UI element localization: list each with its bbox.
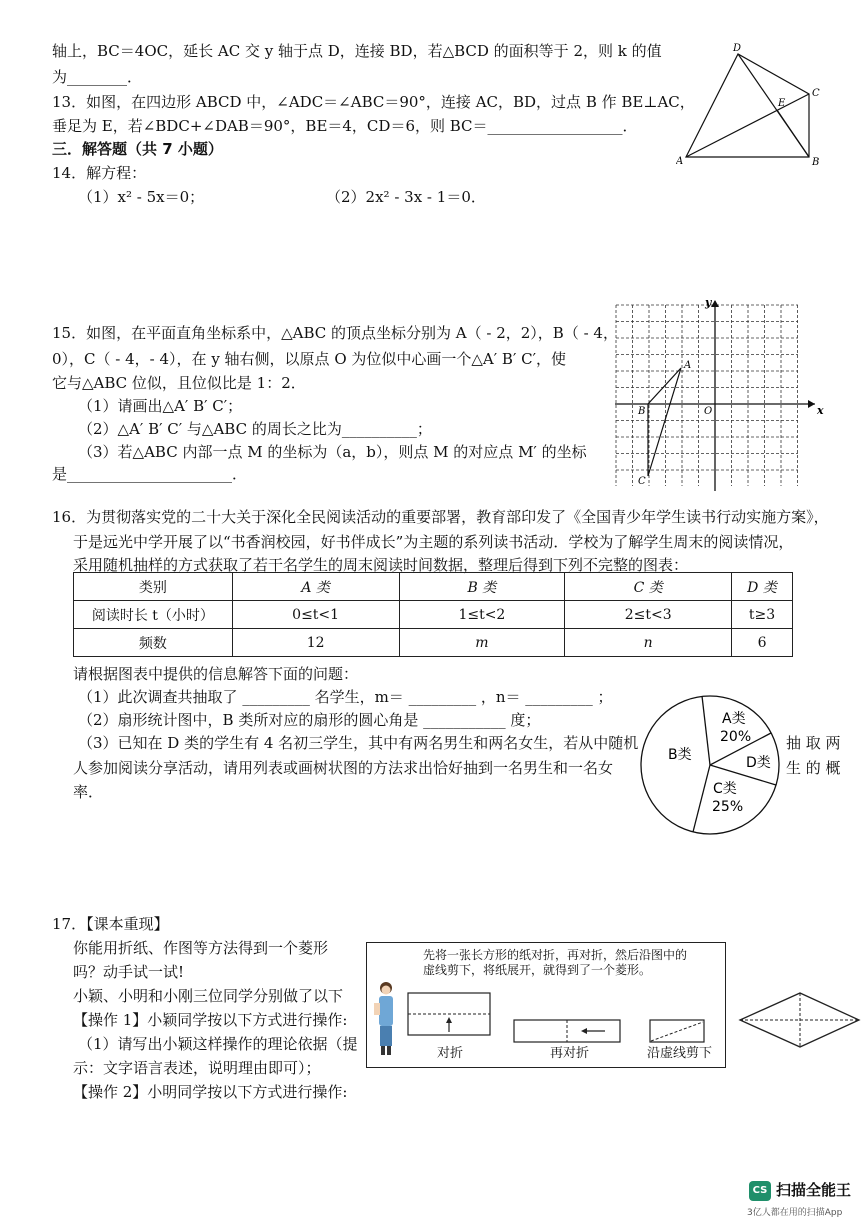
table-cell: 1≤t<2 <box>399 601 565 629</box>
point-C-label: C <box>638 476 646 487</box>
fold-illustration-box <box>366 942 726 1068</box>
q15-line3: 它与△ABC 位似，且位似比是 1：2． <box>52 374 306 392</box>
q17-line1: 你能用折纸、作图等方法得到一个菱形 <box>73 939 329 957</box>
point-A-label: A <box>684 360 692 371</box>
table-cell: m <box>399 629 565 657</box>
q13-line2: 垂足为 E，若∠BDC+∠DAB＝90°，BE＝4，CD＝6，则 BC＝__________________． <box>52 117 638 135</box>
triangle-ABC <box>648 368 681 476</box>
caption-step3: 沿虚线剪下 <box>647 1046 713 1061</box>
x-axis-arrow <box>808 400 815 408</box>
frequency-table <box>73 572 793 657</box>
label-B: B <box>812 157 820 167</box>
q16-sub3-tail2: 生 的 概 <box>786 759 841 777</box>
q15-coordinate-grid <box>615 296 825 496</box>
q16-line2: 于是远光中学开展了以“书香润校园，好书伴成长”为主题的系列读书活动．学校为了解学生周末的阅读情况， <box>73 533 794 551</box>
box-text-line1: 先将一张长方形的纸对折，再对折，然后沿图中的 <box>423 948 688 962</box>
table-row <box>74 601 793 629</box>
q16-sub1: （1）此次调查共抽取了 _________ 名学生，m＝ _________ ，n＝ _________ ； <box>78 688 613 706</box>
table-cell: 阅读时长 t（小时） <box>74 601 233 629</box>
q14-title: 14．解方程： <box>52 164 147 182</box>
q16-sub3-cont: 人参加阅读分享活动，请用列表或画树状图的方法求出恰好抽到一名男生和一名女 <box>73 759 614 777</box>
table-row <box>74 629 793 657</box>
table-cell: A 类 <box>232 573 399 601</box>
label-D: D <box>733 43 742 54</box>
table-cell: 6 <box>732 629 793 657</box>
table-cell: 12 <box>232 629 399 657</box>
y-label: y <box>705 296 712 309</box>
segment-AC <box>686 94 809 157</box>
watermark-title: 扫描全能王 <box>776 1181 852 1199</box>
caption-step1: 对折 <box>437 1046 464 1061</box>
fold-step1-diagram <box>407 992 493 1038</box>
q17-line5: （1）请写出小颖这样操作的理论依据（提 <box>78 1035 358 1053</box>
camscanner-logo: CS <box>749 1181 771 1201</box>
q15-line1: 15．如图，在平面直角坐标系中，△ABC 的顶点坐标分别为 A（ - 2，2），B（ - 4， <box>52 324 618 342</box>
section-title: 三．解答题（共 7 小题） <box>52 140 223 158</box>
pie-A-pct: 20% <box>720 729 752 745</box>
segment-BE <box>777 110 809 157</box>
q16-line1: 16．为贯彻落实党的二十大关于深化全民阅读活动的重要部署，教育部印发了《全国青少年学生读书行动实施方案》， <box>52 508 829 526</box>
table-cell: t≥3 <box>732 601 793 629</box>
q16-pie-chart <box>638 693 788 839</box>
q16-sub3-tail1: 抽 取 两 <box>786 734 841 752</box>
quad-ABCD <box>686 54 809 157</box>
q12-line1: 轴上，BC＝4OC，延长 AC 交 y 轴于点 D，连接 BD，若△BCD 的面积等于 2，则 k 的值 <box>52 42 662 60</box>
q16-sub3-end: 率． <box>73 783 104 801</box>
q15-sub3: （3）若△ABC 内部一点 M 的坐标为（a，b），则点 M 的对应点 M′ 的坐标 <box>78 443 587 461</box>
q17-line6: 示：文字语言表述，说明理由即可）； <box>73 1059 321 1077</box>
table-cell: D 类 <box>732 573 793 601</box>
label-E: E <box>778 98 786 109</box>
pie-C-label: C类 <box>713 781 737 797</box>
point-B-label: B <box>638 406 646 417</box>
q17-line7: 【操作 2】小明同学按以下方式进行操作: <box>73 1083 348 1101</box>
q16-sub3: （3）已知在 D 类的学生有 4 名初三学生，其中有两名男生和两名女生，若从中随机 <box>78 734 639 752</box>
q15-line2: 0），C（ - 4，- 4），在 y 轴右侧，以原点 O 为位似中心画一个△A′ B′ C′，使 <box>52 350 567 368</box>
q14-eq2: （2）2x² - 3x - 1＝0． <box>326 188 486 206</box>
label-C: C <box>812 88 820 99</box>
q16-line3: 采用随机抽样的方式获取了若干名学生的周末阅读时间数据，整理后得到下列不完整的图表： <box>73 556 689 574</box>
table-row <box>74 573 793 601</box>
q17-line3: 小颖、小明和小刚三位同学分别做了以下 <box>73 987 344 1005</box>
table-cell: 频数 <box>74 629 233 657</box>
q13-line1: 13．如图，在四边形 ABCD 中，∠ADC＝∠ABC＝90°，连接 AC，BD，过点 B 作 BE⊥AC， <box>52 93 695 111</box>
table-cell: B 类 <box>399 573 565 601</box>
q15-sub2: （2）△A′ B′ C′ 与△ABC 的周长之比为__________； <box>78 420 432 438</box>
table-cell: 类别 <box>74 573 233 601</box>
q13-quadrilateral-figure <box>676 42 826 167</box>
table-cell: n <box>565 629 732 657</box>
y-axis-arrow <box>711 300 719 307</box>
caption-step2: 再对折 <box>550 1046 590 1061</box>
pie-B-label: B类 <box>668 747 692 763</box>
q15-answer-line: 是______________________． <box>52 465 248 483</box>
q14-eq1: （1）x² - 5x＝0； <box>78 188 205 206</box>
table-cell: 2≤t<3 <box>565 601 732 629</box>
pie-A-label: A类 <box>722 711 746 727</box>
q15-sub1: （1）请画出△A′ B′ C′； <box>78 397 243 415</box>
table-cell: 0≤t<1 <box>232 601 399 629</box>
teacher-figure <box>371 979 401 1059</box>
q16-sub2: （2）扇形统计图中，B 类所对应的扇形的圆心角是 ___________ 度； <box>78 711 541 729</box>
q17-line2: 吗？动手试一试! <box>73 963 185 981</box>
rhombus-figure <box>738 990 862 1050</box>
q17-line4: 【操作 1】小颖同学按以下方式进行操作: <box>73 1011 348 1029</box>
pie-D-label: D类 <box>746 755 771 771</box>
origin-label: O <box>704 406 713 417</box>
pie-C-pct: 25% <box>712 799 744 815</box>
label-A: A <box>676 156 684 167</box>
q12-line2: 为________． <box>52 68 143 86</box>
watermark-subtitle: 3亿人都在用的扫描App <box>747 1208 843 1218</box>
x-label: x <box>817 404 824 417</box>
q16-prompt: 请根据图表中提供的信息解答下面的问题： <box>73 665 359 683</box>
table-cell: C 类 <box>565 573 732 601</box>
q17-title: 17．【课本重现】 <box>52 915 169 933</box>
box-text-line2: 虚线剪下，将纸展开，就得到了一个菱形。 <box>423 963 652 977</box>
